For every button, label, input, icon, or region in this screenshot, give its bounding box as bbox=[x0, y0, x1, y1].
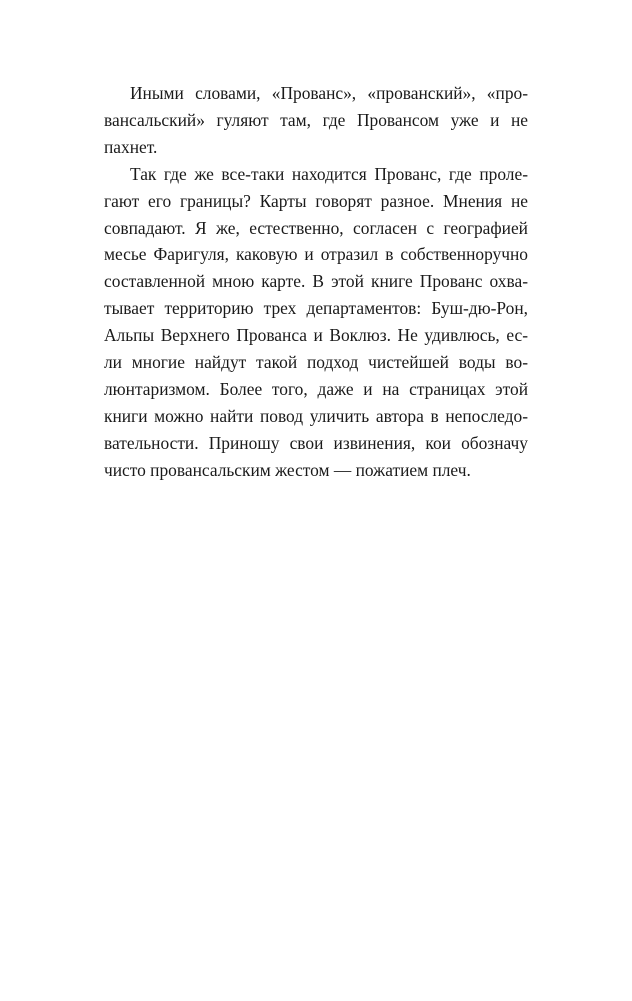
text-line: пахнет. bbox=[104, 136, 158, 157]
text-line: люнтаризмом. Более того, даже и на страницах этой bbox=[104, 378, 528, 399]
text-line: ли многие найдут такой подход чистейшей воды во- bbox=[104, 352, 528, 373]
paragraph-1 bbox=[104, 80, 528, 161]
text-line: тывает территорию трех департаментов: Буш-дю-Рон, bbox=[104, 298, 528, 319]
text-line: вательности. Приношу свои извинения, кои обозначу bbox=[104, 432, 528, 453]
paragraph-2 bbox=[104, 161, 528, 484]
text-line: совпадают. Я же, естественно, согласен с географией bbox=[104, 217, 528, 238]
text-line: Иными словами, «Прованс», «прованский», «про- bbox=[130, 83, 528, 103]
text-line: Так где же все-таки находится Прованс, где проле- bbox=[130, 163, 528, 184]
text-line: вансальский» гуляют там, где Провансом уже и не bbox=[104, 109, 528, 130]
text-line: составленной мною карте. В этой книге Прованс охва- bbox=[104, 271, 528, 292]
text-line: Альпы Верхнего Прованса и Воклюз. Не удивлюсь, ес- bbox=[104, 325, 528, 346]
body-text bbox=[104, 80, 528, 484]
text-line: гают его границы? Карты говорят разное. Мнения не bbox=[104, 190, 528, 211]
text-line: месье Фаригуля, каковую и отразил в собственноручно bbox=[104, 244, 528, 265]
text-line: книги можно найти повод уличить автора в непоследо- bbox=[104, 405, 528, 426]
text-line: чисто провансальским жестом — пожатием плеч. bbox=[104, 459, 471, 480]
